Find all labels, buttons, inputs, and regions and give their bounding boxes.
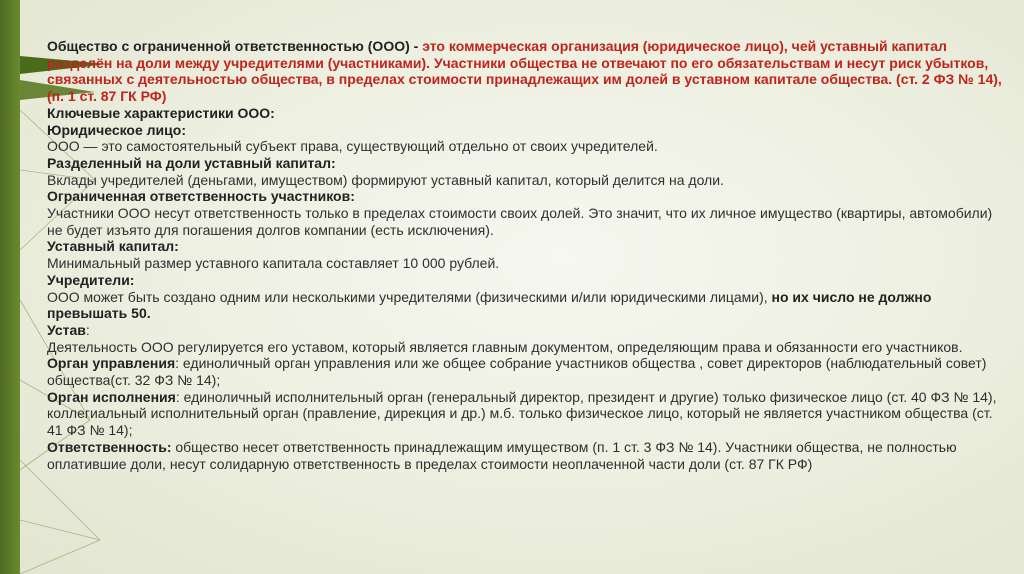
legal-entity-heading: Юридическое лицо: — [47, 121, 186, 138]
key-characteristics-heading: Ключевые характеристики ООО: — [47, 104, 275, 121]
executive-text: : единоличный исполнительный орган (генеральный директор, президент и другие) только физическое лицо (ст. 40 ФЗ № 14), коллегиальный исполнительный орган (правление, дирекция и др.) м.б. только физическое лицо, который не является участником общества (ст. 41 ФЗ № 14); — [47, 388, 997, 439]
management-text: : единоличный орган управления или же общее собрание участников общества , совет директоров (наблюдательный совет) общества(ст. 32 ФЗ № 14); — [47, 355, 987, 389]
charter-heading-line — [47, 322, 1009, 339]
intro-term: Общество с ограниченной ответственностью (ООО) - — [47, 38, 419, 54]
charter-colon: : — [85, 321, 90, 338]
responsibility-text: общество несет ответственность принадлежащим имуществом (п. 1 ст. 3 ФЗ № 14). Участники общества, не полностью оплатившие доли, несут солидарную ответственность в пределах стоимости неоплаченной части доли (ст. 87 ГК РФ) — [47, 438, 957, 472]
founders-text: ООО может быть создано одним или несколькими учредителями (физическими и/или юридическими лицами), — [47, 288, 768, 305]
executive-heading: Орган исполнения — [47, 388, 176, 405]
shares-heading: Разделенный на доли уставный капитал: — [47, 154, 336, 171]
charter-text: Деятельность ООО регулируется его уставом, который является главным документом, определяющим права и обязанности его участников. — [47, 338, 963, 355]
slide-content — [47, 38, 1009, 472]
founders-limit: но их число не должно превышать 50. — [47, 288, 932, 322]
shares-text: Вклады учредителей (деньгами, имуществом) формируют уставный капитал, который делится на доли. — [47, 171, 724, 188]
responsibility-paragraph — [47, 439, 1009, 472]
intro-definition: это коммерческая организация (юридическое лицо), чей уставный капитал разделён на доли между учредителями (участниками). Участники общества не отвечают по его обязательствам и несут риск убытков, связанных с деятельностью общества, в пределах стоимости принадлежащих им долей в уставном капитале общества. (ст. 2 ФЗ № 14), (п. 1 ст. 87 ГК РФ) — [47, 38, 1002, 105]
capital-heading: Уставный капитал: — [47, 238, 179, 255]
legal-entity-text: ООО — это самостоятельный субъект права, существующий отдельно от своих учредителей. — [47, 138, 658, 155]
founders-paragraph — [47, 289, 1009, 322]
intro-paragraph — [47, 38, 1009, 105]
management-heading: Орган управления — [47, 355, 176, 372]
executive-paragraph — [47, 389, 1009, 439]
management-paragraph — [47, 355, 1009, 388]
capital-text: Минимальный размер уставного капитала составляет 10 000 рублей. — [47, 255, 500, 272]
charter-heading: Устав — [47, 321, 86, 338]
limited-liability-text: Участники ООО несут ответственность только в пределах стоимости своих долей. Это значит, что их личное имущество (квартиры, автомобили) не будет изъято для погашения долгов компании (есть исключения). — [47, 205, 993, 238]
responsibility-heading: Ответственность: — [47, 438, 172, 455]
founders-heading: Учредители: — [47, 271, 135, 288]
limited-liability-heading: Ограниченная ответственность участников: — [47, 188, 355, 205]
